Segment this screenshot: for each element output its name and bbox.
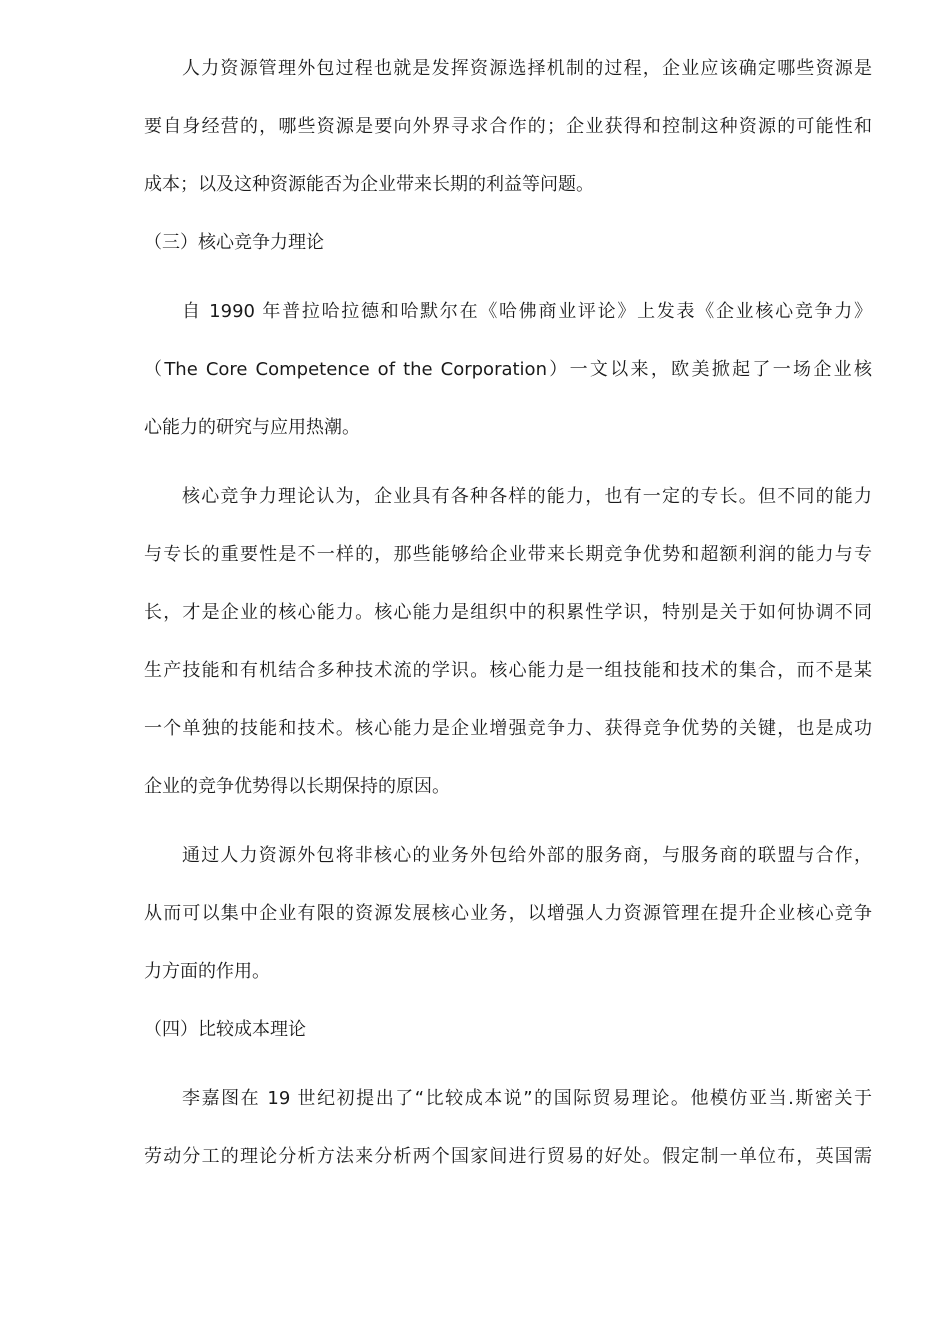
paragraph-core-competence-theory xyxy=(144,468,872,816)
paragraph-hr-outsourcing-process xyxy=(144,40,872,214)
document-page xyxy=(144,40,872,1186)
paragraph-line: 要自身经营的，哪些资源是要向外界寻求合作的；企业获得和控制这种资源的可能性和 xyxy=(144,116,872,137)
paragraph-line: 生产技能和有机结合多种技术流的学识。核心能力是一组技能和技术的集合，而不是某 xyxy=(144,660,872,681)
paragraph-line: 心能力的研究与应用热潮。 xyxy=(144,417,360,438)
section-heading-comparative-cost: （四）比较成本理论 xyxy=(144,1019,306,1040)
paragraph-line: 一个单独的技能和技术。核心能力是企业增强竞争力、获得竞争优势的关键，也是成功 xyxy=(144,718,872,739)
paragraph-outsourcing-non-core xyxy=(144,827,872,1001)
paragraph-line: 企业的竞争优势得以长期保持的原因。 xyxy=(144,776,450,797)
paragraph-line: 力方面的作用。 xyxy=(144,961,270,982)
paragraph-line: 与专长的重要性是不一样的，那些能够给企业带来长期竞争优势和超额利润的能力与专 xyxy=(144,544,872,565)
paragraph-line: 从而可以集中企业有限的资源发展核心业务，以增强人力资源管理在提升企业核心竞争 xyxy=(144,903,872,924)
paragraph-core-competence-origin xyxy=(144,283,872,457)
paragraph-line: 自 1990 年普拉哈拉德和哈默尔在《哈佛商业评论》上发表《企业核心竞争力》 xyxy=(182,301,872,322)
paragraph-line: （The Core Competence of the Corporation）一文以来，欧美掀起了一场企业核 xyxy=(144,359,872,380)
paragraph-line: 核心竞争力理论认为，企业具有各种各样的能力，也有一定的专长。但不同的能力 xyxy=(182,486,872,507)
paragraph-line: 成本；以及这种资源能否为企业带来长期的利益等问题。 xyxy=(144,174,594,195)
paragraph-ricardo-comparative-cost xyxy=(144,1070,872,1186)
paragraph-line: 劳动分工的理论分析方法来分析两个国家间进行贸易的好处。假定制一单位布，英国需 xyxy=(144,1146,872,1167)
paragraph-line: 长，才是企业的核心能力。核心能力是组织中的积累性学识，特别是关于如何协调不同 xyxy=(144,602,872,623)
paragraph-line: 李嘉图在 19 世纪初提出了“比较成本说”的国际贸易理论。他模仿亚当.斯密关于 xyxy=(182,1088,872,1109)
paragraph-line: 人力资源管理外包过程也就是发挥资源选择机制的过程，企业应该确定哪些资源是 xyxy=(182,58,872,79)
paragraph-line: 通过人力资源外包将非核心的业务外包给外部的服务商，与服务商的联盟与合作， xyxy=(182,845,872,866)
section-heading-core-competence: （三）核心竞争力理论 xyxy=(144,232,324,253)
